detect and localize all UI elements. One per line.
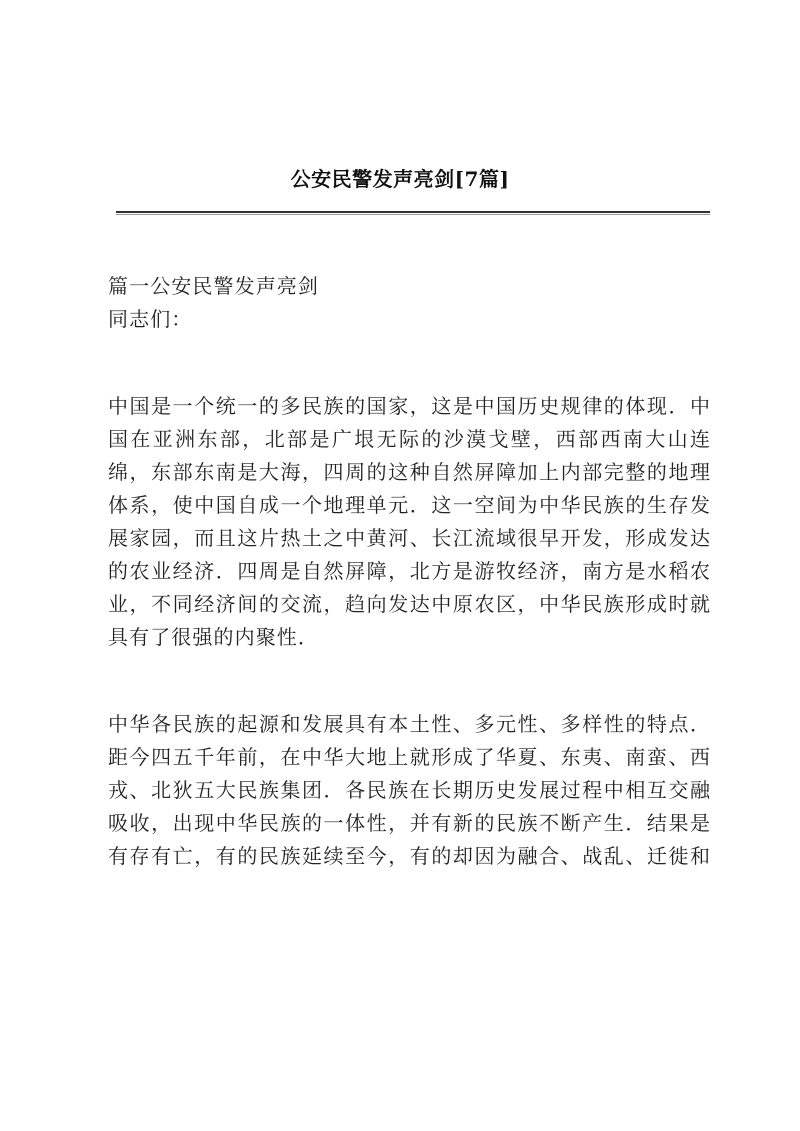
paragraph-line: 具有了很强的内聚性． — [108, 625, 319, 649]
document-title: 公安民警发声亮剑[7篇] — [290, 167, 510, 191]
paragraph-line: 戎、北狄五大民族集团．各民族在长期历史发展过程中相互交融 — [108, 778, 710, 802]
paragraph-line: 展家园，而且这片热土之中黄河、长江流域很早开发，形成发达 — [108, 526, 710, 550]
paragraph-line: 业，不同经济间的交流，趋向发达中原农区，中华民族形成时就 — [108, 592, 710, 616]
paragraph-line: 绵，东部东南是大海，四周的这种自然屏障加上内部完整的地理 — [108, 460, 710, 484]
paragraph-line: 有存有亡，有的民族延续至今，有的却因为融合、战乱、迁徙和 — [108, 844, 710, 868]
paragraph-line: 距今四五千年前，在中华大地上就形成了华夏、东夷、南蛮、西 — [108, 745, 710, 769]
salutation: 同志们： — [108, 307, 193, 331]
section-heading: 篇一公安民警发声亮剑 — [108, 274, 319, 298]
paragraph-2 — [108, 708, 710, 873]
paragraph-1 — [108, 390, 710, 654]
document-body — [108, 270, 710, 873]
paragraph-line: 的农业经济．四周是自然屏障，北方是游牧经济，南方是水稻农 — [108, 559, 710, 583]
paragraph-line: 中华各民族的起源和发展具有本土性、多元性、多样性的特点． — [108, 712, 710, 736]
title-divider — [116, 211, 710, 215]
paragraph-line: 吸收，出现中华民族的一体性，并有新的民族不断产生．结果是 — [108, 811, 710, 835]
paragraph-line: 体系，使中国自成一个地理单元．这一空间为中华民族的生存发 — [108, 493, 710, 517]
paragraph-line: 中国是一个统一的多民族的国家，这是中国历史规律的体现．中 — [108, 394, 710, 418]
paragraph-line: 国在亚洲东部，北部是广垠无际的沙漠戈壁，西部西南大山连 — [108, 427, 710, 451]
